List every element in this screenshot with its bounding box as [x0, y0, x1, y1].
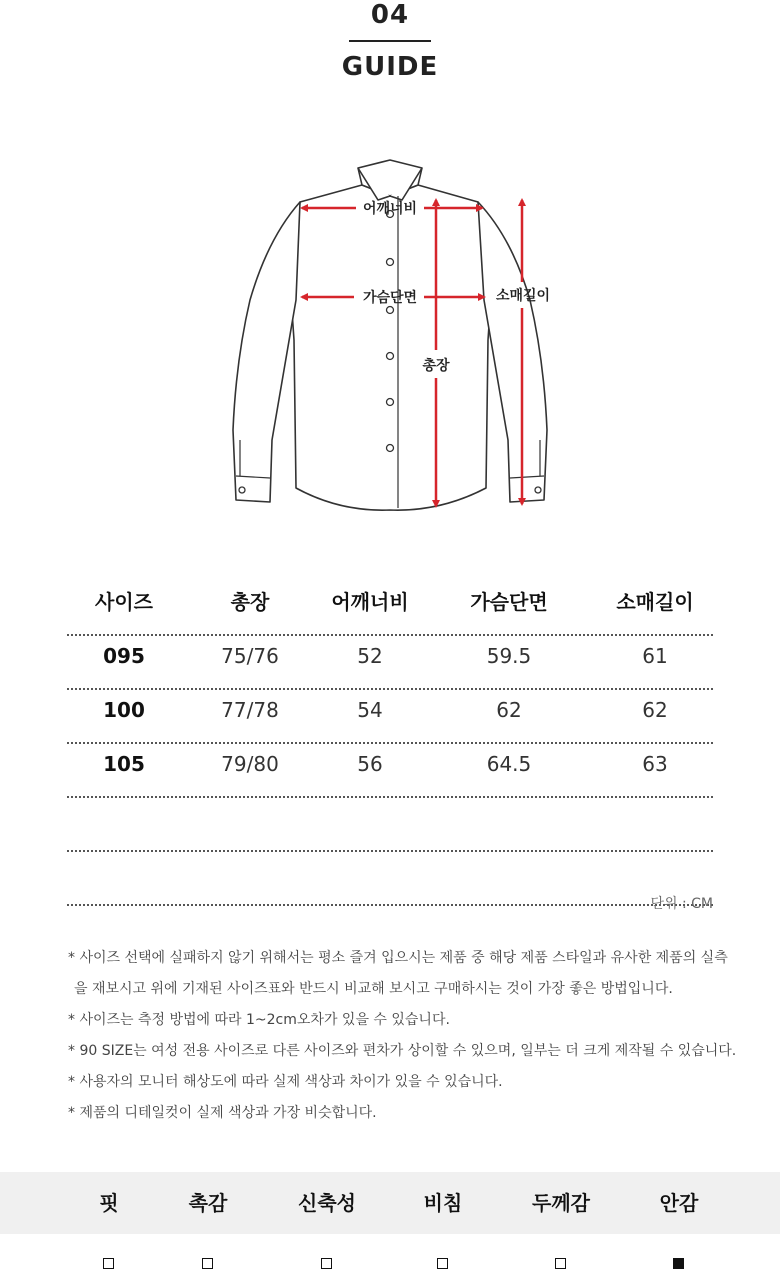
- note-line: * 사이즈 선택에 실패하지 않기 위해서는 평소 즐겨 입으시는 제품 중 해당 제품 스타일과 유사한 제품의 실측: [68, 950, 728, 966]
- length-cell: 79/80: [221, 752, 279, 776]
- header-shoulder: 어깨너비: [331, 590, 409, 614]
- attr-fit-label: 핏: [99, 1191, 119, 1215]
- attr-touch-checkbox[interactable]: [202, 1258, 213, 1269]
- table-row: [67, 636, 713, 690]
- total-length-label: 총장: [422, 358, 450, 374]
- header-chest: 가슴단면: [470, 590, 548, 614]
- table-row: [67, 744, 713, 798]
- chest-cell: 59.5: [486, 644, 532, 668]
- size-cell: 095: [103, 644, 145, 668]
- section-title: GUIDE: [341, 52, 439, 82]
- table-header-row: [67, 582, 713, 636]
- length-cell: 77/78: [221, 698, 279, 722]
- sleeve-cell: 62: [642, 698, 668, 722]
- note-line: * 사이즈는 측정 방법에 따라 1~2cm오차가 있을 수 있습니다.: [68, 1012, 450, 1028]
- size-cell: 100: [103, 698, 145, 722]
- empty-table-row: [67, 798, 713, 852]
- shoulder-width-label: 어깨너비: [362, 201, 418, 217]
- length-cell: 75/76: [221, 644, 279, 668]
- sleeve-cell: 61: [642, 644, 668, 668]
- shoulder-cell: 52: [357, 644, 383, 668]
- chest-cell: 64.5: [486, 752, 532, 776]
- chest-width-label: 가슴단면: [362, 290, 418, 306]
- note-line: * 사용자의 모니터 해상도에 따라 실제 색상과 차이가 있을 수 있습니다.: [68, 1074, 503, 1090]
- table-row: [67, 690, 713, 744]
- shirt-measurement-diagram: [0, 150, 780, 520]
- size-cell: 105: [103, 752, 145, 776]
- sleeve-cell: 63: [642, 752, 668, 776]
- attr-stretch-checkbox[interactable]: [321, 1258, 332, 1269]
- header-length: 총장: [230, 590, 270, 614]
- section-number: 04: [370, 0, 410, 30]
- note-line: 을 재보시고 위에 기재된 사이즈표와 반드시 비교해 보시고 구매하시는 것이 가장 좋은 방법입니다.: [74, 981, 673, 997]
- header-divider: [349, 40, 431, 42]
- attr-thickness-label: 두께감: [532, 1191, 590, 1215]
- size-notes: [68, 948, 768, 1134]
- sleeve-length-label: 소매길이: [495, 288, 551, 304]
- header-size: 사이즈: [95, 590, 153, 614]
- attr-sheer-checkbox[interactable]: [437, 1258, 448, 1269]
- attr-lining-checkbox[interactable]: [673, 1258, 684, 1269]
- shoulder-cell: 54: [357, 698, 383, 722]
- attr-lining-label: 안감: [659, 1191, 699, 1215]
- shoulder-cell: 56: [357, 752, 383, 776]
- empty-table-row: [67, 852, 713, 906]
- attr-touch-label: 촉감: [188, 1191, 228, 1215]
- attr-fit-checkbox[interactable]: [103, 1258, 114, 1269]
- note-line: * 90 SIZE는 여성 전용 사이즈로 다른 사이즈와 편차가 상이할 수 있으며, 일부는 더 크게 제작될 수 있습니다.: [68, 1043, 737, 1059]
- attr-stretch-label: 신축성: [298, 1191, 356, 1215]
- unit-label: 단위 : CM: [650, 896, 713, 912]
- chest-cell: 62: [496, 698, 522, 722]
- attr-sheer-label: 비침: [423, 1191, 463, 1215]
- size-table: [67, 582, 713, 906]
- note-line: * 제품의 디테일컷이 실제 색상과 가장 비슷합니다.: [68, 1105, 377, 1121]
- header-sleeve: 소매길이: [616, 590, 694, 614]
- attr-thickness-checkbox[interactable]: [555, 1258, 566, 1269]
